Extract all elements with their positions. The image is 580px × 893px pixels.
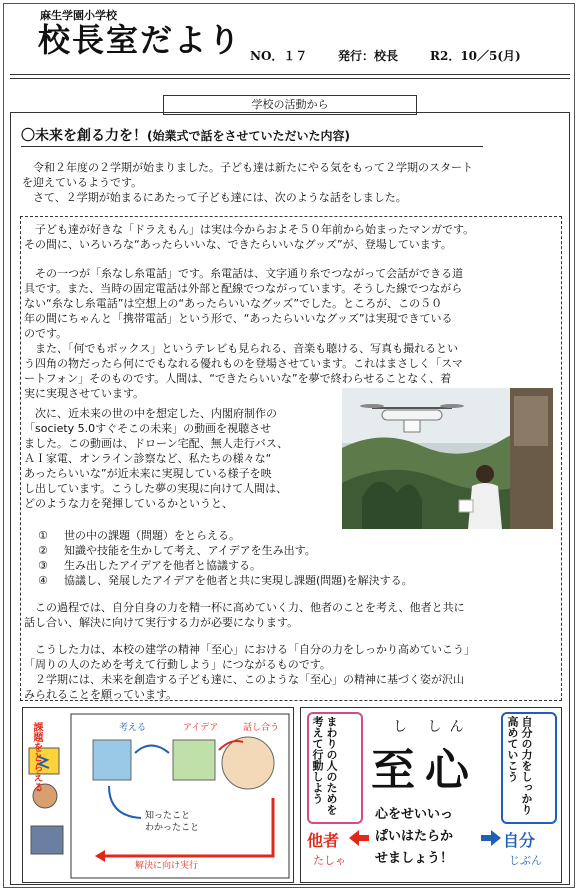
self-text: 自分の力をしっかり高めていこう: [506, 716, 533, 815]
diagram-execute: 解決に向け実行: [135, 861, 199, 871]
diagram-idea: アイデア: [183, 723, 219, 733]
header-rule-top: [10, 74, 570, 75]
list-item: ④ 協議し、発展したアイデアを他者と共に実現し課題(問題)を解決する。: [38, 574, 413, 587]
header-rule-bottom: [10, 78, 570, 79]
speech-paragraph-5: こうした力は、本校の建学の精神「至心」における「自分の力をしっかり高めていこう」 「周りの人のためを考えて行動しよう」につながるものです。 ２学期には、未来を創造する子ども達に、このような「至心」の精神に基づく姿が沢山 みられることを願っています。: [24, 643, 475, 701]
issue-number: NO．１７: [250, 49, 308, 63]
shishin-kanji: 至心: [371, 745, 479, 796]
newsletter-title: 校長室だより: [38, 21, 243, 59]
others-text: まわりの人のためを考えて行動しよう: [311, 716, 338, 815]
list-item: ② 知識や技能を生かして考え、アイデアを生み出す。: [38, 544, 316, 557]
diagram-art: [23, 708, 294, 883]
list-item: ① 世の中の課題（問題）をとらえる。: [38, 529, 240, 542]
self-label: 自分: [503, 831, 536, 850]
diagram-understand: わかったこと: [145, 823, 200, 833]
publisher: 発行：校長: [338, 49, 399, 63]
intro-paragraph: 令和２年度の２学期が始まりました。子ども達は新たにやる気をもって２学期のスタート を迎えているようです。 さて、２学期が始まるにあたって子ども達には、次のような話をしました。: [22, 161, 473, 204]
shishin-ruby: し しん: [393, 719, 472, 735]
speech-paragraph-3: 次に、近未来の世の中を想定した、内閣府制作の 「society 5.0すぐそこの未来」の動画を視聴させ ました。この動画は、ドローン宅配、無人走行バス、 ＡＩ家電、オンライン診察など、私たちの様々な“ あったらいいな”が近未来に実現している様子を映 し出しています。こうした夢の実現に向けて人間は、 どのような力を発揮しているかというと、: [24, 407, 289, 510]
diagram-left-label: 課題をとらえる: [31, 722, 42, 792]
section-label: 学校の活動から: [163, 95, 417, 115]
diagram-discuss: 話し合う: [243, 723, 280, 733]
shishin-bottom-message: 心をせいいっ ぱいはたらか せましょう！: [375, 807, 454, 866]
drone-photo-illustration: [342, 388, 553, 529]
self-ruby: じぶん: [509, 854, 542, 867]
issue-date: R2．10／5(月): [430, 49, 521, 63]
ability-list: [38, 528, 413, 588]
headline-main: 〇未来を創る力を！: [21, 128, 147, 144]
headline-underline: [21, 146, 483, 147]
problem-solving-diagram: [22, 707, 294, 883]
diagram-know: 知ったこと: [145, 811, 191, 821]
headline-sub: (始業式で話をさせていただいた内容): [147, 129, 350, 143]
speech-paragraph-1: 子ども達が好きな「ドラえもん」は実は今からおよそ５０年前から始まったマンガです。 その間に、いろいろな“あったらいいな、できたらいいなグッズ”が、登場しています。: [24, 223, 475, 251]
shishin-panel: [300, 707, 562, 883]
diagram-think: 考える: [119, 723, 147, 733]
others-ruby: たしゃ: [313, 854, 346, 867]
article-headline: [21, 125, 350, 145]
school-name: 麻生学園小学校: [40, 9, 117, 22]
left-arrow-icon: [349, 830, 369, 846]
others-label: 他者: [307, 831, 340, 850]
right-arrow-icon: [481, 830, 501, 846]
drone-delivery-photo: [342, 388, 553, 529]
list-item: ③ 生み出したアイデアを他者と協議する。: [38, 559, 262, 572]
speech-paragraph-2: その一つが「糸なし糸電話」です。糸電話は、文字通り糸でつながって会話ができる道 具です。また、当時の固定電話は外部と配線でつながっています。そうした線でつながら ない“糸なし糸電話”は空想上の“あったらいいなグッズ”でした。ところが、この５０ 年の間にちゃんと「携帯電話」という形で、“あったらいいなグッズ”は実現できている のです。 また、「何でもボックス」というテレビも見られる、音楽も聴ける、写真も撮れるとい う四角の物だったら何にでもなれる優れものを登場させています。これはまさしく「スマ ートフォン」そのものです。人間は、“できたらいいな”を夢で終わらせることなく、着 実に実現させています。: [24, 267, 464, 400]
speech-paragraph-4: この過程では、自分自身の力を精一杯に高めていく力、他者のことを考え、他者と共に 話し合い、解決に向けて実行する力が必要になります。: [24, 601, 465, 629]
